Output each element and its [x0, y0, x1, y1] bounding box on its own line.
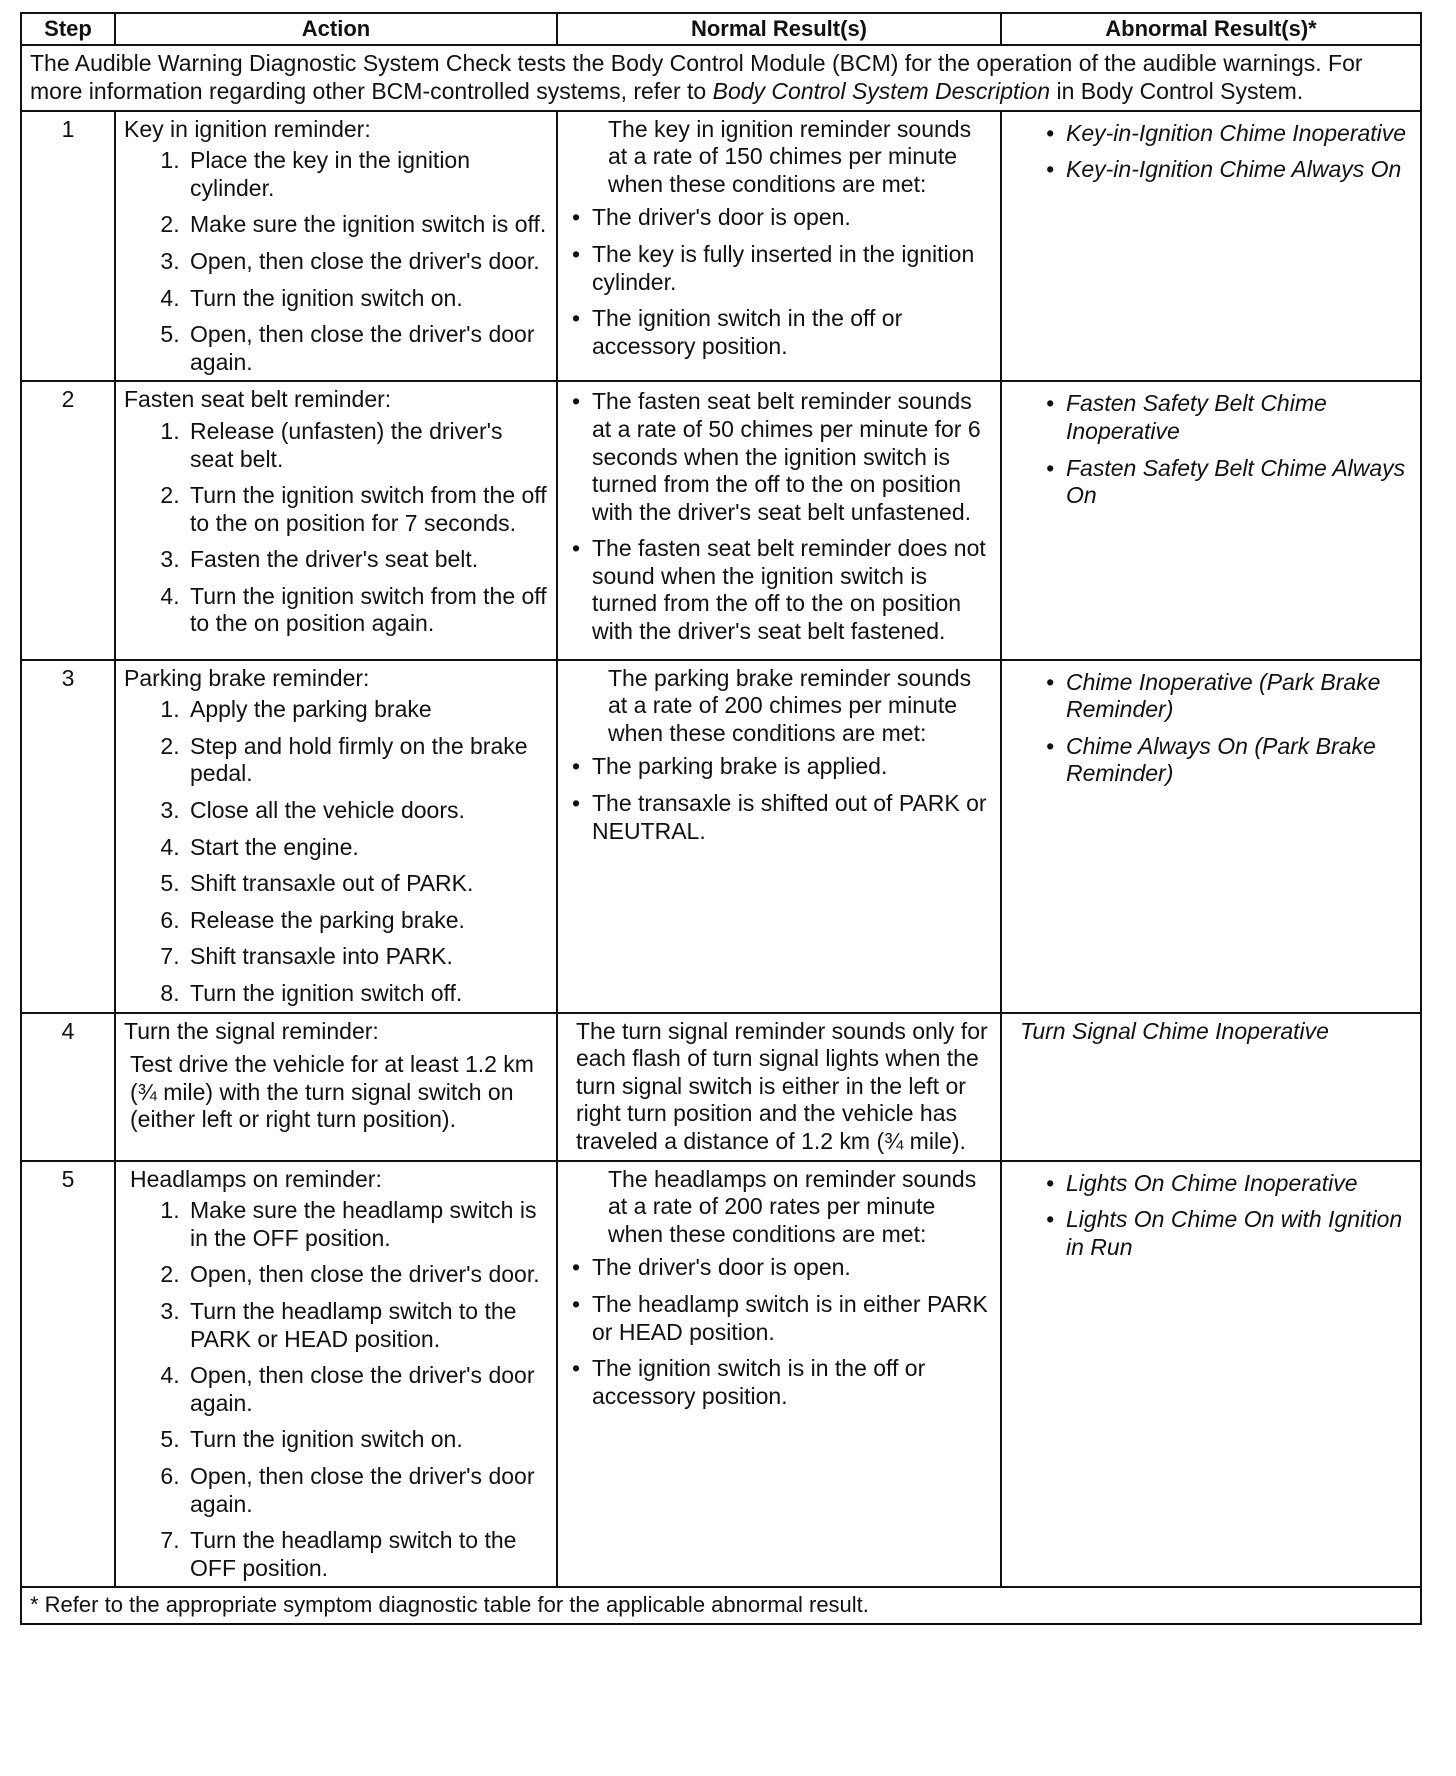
step-number: 5 [21, 1161, 115, 1588]
action-step: 6. Release the parking brake. [186, 907, 548, 935]
normal-condition: • The parking brake is applied. [566, 753, 992, 781]
header-step: Step [21, 13, 115, 45]
normal-condition: • The driver's door is open. [566, 204, 992, 232]
action-steps [124, 696, 548, 1007]
normal-condition: • The transaxle is shifted out of PARK or NEUTRAL. [566, 790, 992, 845]
action-steps [124, 1197, 548, 1582]
action-step: 5. Turn the ignition switch on. [186, 1426, 548, 1454]
normal-intro: The parking brake reminder sounds at a rate of 200 chimes per minute when these conditions are met: [608, 664, 972, 746]
table-row [21, 660, 1421, 1013]
normal-condition: • The key is fully inserted in the ignition cylinder. [566, 241, 992, 296]
normal-result-cell [557, 1013, 1001, 1161]
action-step: 8. Turn the ignition switch off. [186, 980, 548, 1008]
normal-condition: • The ignition switch in the off or accessory position. [566, 305, 992, 360]
abnormal-result-link[interactable]: • Fasten Safety Belt Chime Inoperative [1040, 390, 1412, 445]
action-title: Turn the signal reminder: [124, 1017, 379, 1044]
normal-condition: • The fasten seat belt reminder does not sound when the ignition switch is turned from the off to the on position with the driver's seat belt fastened. [566, 535, 992, 645]
intro-text-after: in Body Control System. [1050, 77, 1304, 104]
abnormal-result-link[interactable]: • Chime Inoperative (Park Brake Reminder) [1040, 669, 1412, 724]
action-step: 3. Fasten the driver's seat belt. [186, 546, 548, 574]
action-cell [115, 660, 557, 1013]
action-step: 4. Open, then close the driver's door again. [186, 1362, 548, 1417]
action-step: 4. Turn the ignition switch from the off to the on position again. [186, 583, 548, 638]
intro-reference: Body Control System Description [712, 77, 1051, 104]
abnormal-result-link[interactable]: • Chime Always On (Park Brake Reminder) [1040, 733, 1412, 788]
action-title: Parking brake reminder: [124, 664, 370, 691]
abnormal-result-link[interactable]: • Key-in-Ignition Chime Always On [1040, 156, 1412, 184]
action-step: 4. Start the engine. [186, 834, 548, 862]
table-row [21, 1161, 1421, 1588]
normal-text: The turn signal reminder sounds only for each flash of turn signal lights when the turn signal switch is either in the left or right turn position and the vehicle has traveled a distance of 1.2 km (¾ mile). [576, 1017, 988, 1154]
action-step: 7. Shift transaxle into PARK. [186, 943, 548, 971]
normal-condition: • The ignition switch is in the off or accessory position. [566, 1355, 992, 1410]
header-row [21, 13, 1421, 45]
normal-result-cell [557, 1161, 1001, 1588]
normal-result-cell [557, 660, 1001, 1013]
abnormal-result-link[interactable]: • Fasten Safety Belt Chime Always On [1040, 455, 1412, 510]
step-number: 1 [21, 111, 115, 382]
action-step: 1. Release (unfasten) the driver's seat belt. [186, 418, 548, 473]
footnote: * Refer to the appropriate symptom diagnostic table for the applicable abnormal result. [21, 1587, 1421, 1623]
abnormal-result-cell [1001, 381, 1421, 659]
normal-intro: The key in ignition reminder sounds at a rate of 150 chimes per minute when these conditions are met: [608, 115, 972, 197]
action-step: 3. Turn the headlamp switch to the PARK or HEAD position. [186, 1298, 548, 1353]
abnormal-result-cell [1001, 660, 1421, 1013]
action-title: Fasten seat belt reminder: [124, 386, 392, 413]
abnormal-result-link[interactable]: • Lights On Chime On with Ignition in Run [1040, 1206, 1412, 1261]
table-row [21, 111, 1421, 382]
footnote-row [21, 1587, 1421, 1623]
normal-result-cell [557, 381, 1001, 659]
action-step: 1. Place the key in the ignition cylinder. [186, 147, 548, 202]
normal-conditions [566, 1254, 992, 1410]
action-step: 2. Open, then close the driver's door. [186, 1261, 548, 1289]
abnormal-result-cell [1001, 1161, 1421, 1588]
step-number: 3 [21, 660, 115, 1013]
action-cell [115, 381, 557, 659]
action-step: 5. Shift transaxle out of PARK. [186, 870, 548, 898]
normal-conditions [566, 388, 992, 645]
action-step: 7. Turn the headlamp switch to the OFF position. [186, 1527, 548, 1582]
action-step: 1. Apply the parking brake [186, 696, 548, 724]
abnormal-results [1010, 390, 1412, 509]
action-title: Headlamps on reminder: [130, 1165, 382, 1192]
normal-condition: • The fasten seat belt reminder sounds at a rate of 50 chimes per minute for 6 seconds when the ignition switch is turned from the off to the on position with the driver's seat belt unfastened. [566, 388, 992, 526]
action-cell [115, 1013, 557, 1161]
table-row [21, 1013, 1421, 1161]
step-number: 4 [21, 1013, 115, 1161]
abnormal-result-link[interactable]: • Lights On Chime Inoperative [1040, 1170, 1412, 1198]
action-title: Key in ignition reminder: [124, 115, 371, 142]
abnormal-result-link[interactable]: Turn Signal Chime Inoperative [1020, 1017, 1329, 1044]
abnormal-result-link[interactable]: • Key-in-Ignition Chime Inoperative [1040, 120, 1412, 148]
action-step: 6. Open, then close the driver's door again. [186, 1463, 548, 1518]
action-step: 2. Step and hold firmly on the brake pedal. [186, 733, 548, 788]
action-step: 3. Open, then close the driver's door. [186, 248, 548, 276]
normal-result-cell [557, 111, 1001, 382]
header-normal-results: Normal Result(s) [557, 13, 1001, 45]
action-step: 2. Make sure the ignition switch is off. [186, 211, 548, 239]
abnormal-results [1010, 120, 1412, 184]
step-number: 2 [21, 381, 115, 659]
intro-text [21, 45, 1421, 110]
intro-row [21, 45, 1421, 110]
intro-text-before: The Audible Warning Diagnostic System Check tests the Body Control Module (BCM) for the operation of the audible warnings. For more information regarding other BCM-controlled systems, refer to [30, 50, 1363, 104]
action-step: 5. Open, then close the driver's door again. [186, 321, 548, 376]
action-step: 3. Close all the vehicle doors. [186, 797, 548, 825]
abnormal-result-cell [1001, 1013, 1421, 1161]
action-step: 2. Turn the ignition switch from the off to the on position for 7 seconds. [186, 482, 548, 537]
diagnostic-document [20, 12, 1420, 1625]
action-step: 1. Make sure the headlamp switch is in the OFF position. [186, 1197, 548, 1252]
normal-condition: • The headlamp switch is in either PARK or HEAD position. [566, 1291, 992, 1346]
abnormal-results [1010, 1170, 1412, 1262]
table-row [21, 381, 1421, 659]
abnormal-results [1010, 669, 1412, 788]
header-action: Action [115, 13, 557, 45]
abnormal-result-cell [1001, 111, 1421, 382]
normal-condition: • The driver's door is open. [566, 1254, 992, 1282]
action-cell [115, 111, 557, 382]
normal-conditions [566, 753, 992, 845]
action-step: 4. Turn the ignition switch on. [186, 285, 548, 313]
normal-conditions [566, 204, 992, 360]
action-text: Test drive the vehicle for at least 1.2 km (¾ mile) with the turn signal switch on (either left or right turn position). [130, 1051, 534, 1133]
diagnostic-table [20, 12, 1422, 1625]
action-steps [124, 147, 548, 376]
action-cell [115, 1161, 557, 1588]
normal-intro: The headlamps on reminder sounds at a rate of 200 rates per minute when these conditions are met: [608, 1165, 977, 1247]
header-abnormal-results: Abnormal Result(s)* [1001, 13, 1421, 45]
action-steps [124, 418, 548, 638]
